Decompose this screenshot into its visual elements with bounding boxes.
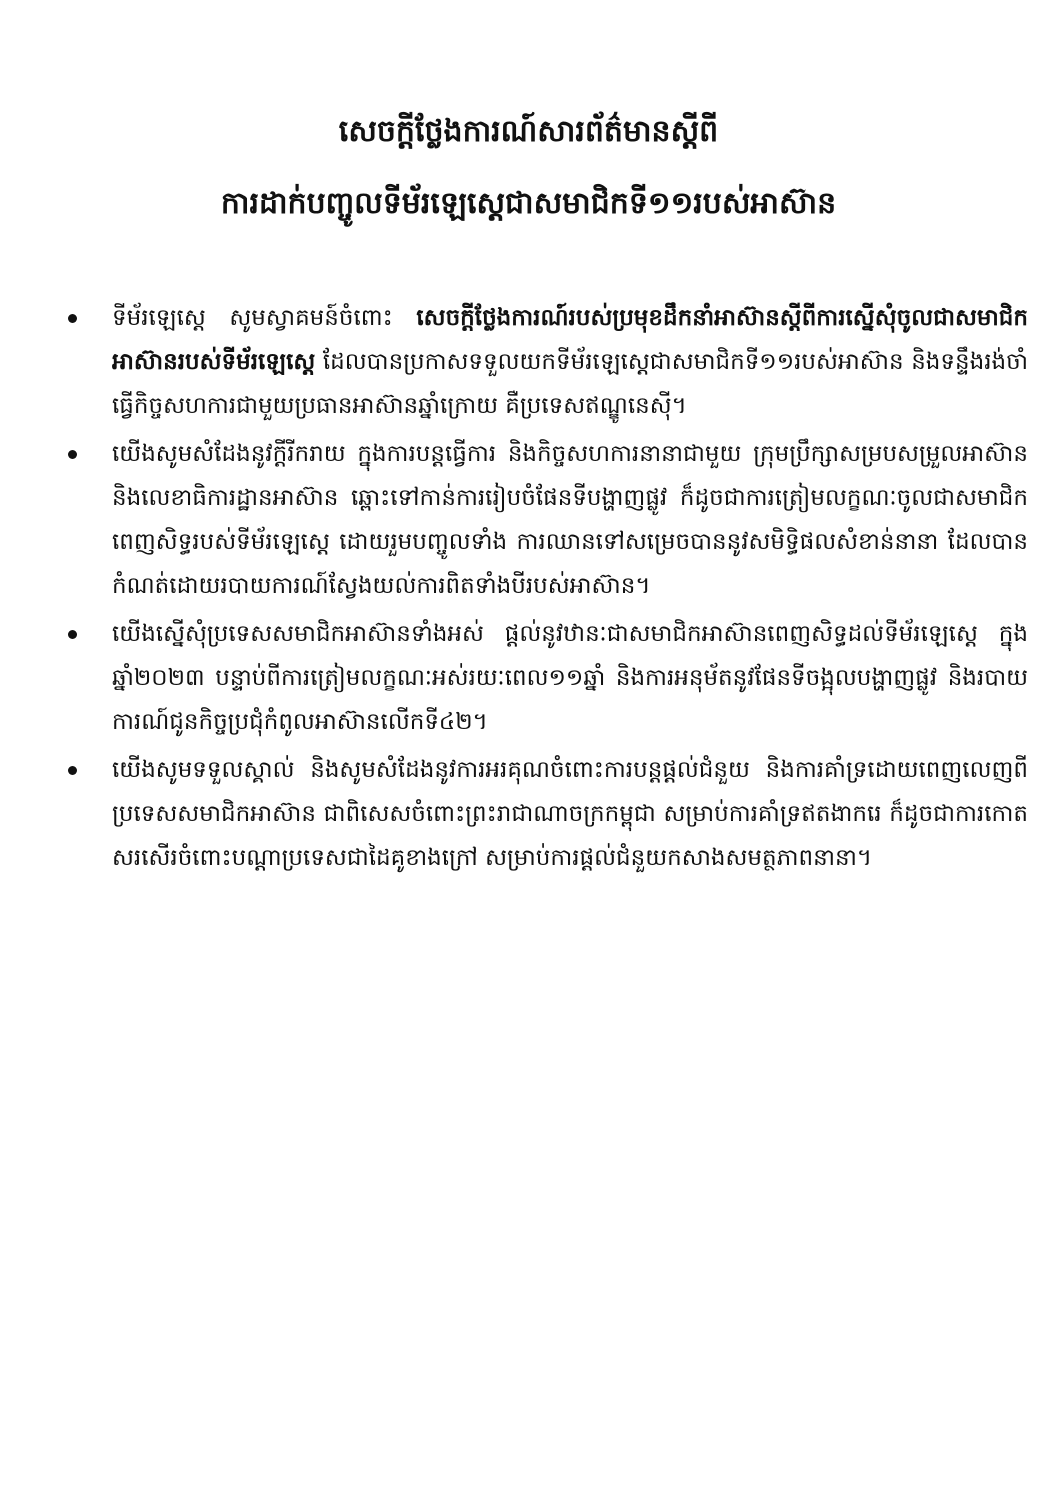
list-item <box>68 432 1028 608</box>
bullet-1-lead: ទីម័រឡេស្តេ សូមស្វាគមន៍ចំពោះ <box>112 305 417 331</box>
list-item <box>68 296 1028 428</box>
document-title <box>60 96 997 240</box>
list-item <box>68 748 1028 880</box>
bullet-dot-icon <box>68 630 77 639</box>
bullet-1-bold-reference: សេចក្ដីថ្លែងការណ៍របស់ប្រមុខដឹកនាំអាស៊ានស្តីពីការស្នើសុំចូលជាសមាជិកអាស៊ានរបស់ទីម័រឡេស្តេ <box>112 305 1028 375</box>
bullet-4-text: យើងសូមទទួលស្គាល់ និងសូមសំដែងនូវការអរគុណចំពោះការបន្តផ្តល់ជំនួយ និងការគាំទ្រដោយពេញលេញពីប្រទេសសមាជិកអាស៊ាន ជាពិសេសចំពោះព្រះរាជាណាចក្រកម្ពុជា សម្រាប់ការគាំទ្រឥតងាករេ ក៏ដូចជាការកោតសរសើរចំពោះបណ្តាប្រទេសជាដៃគូខាងក្រៅ សម្រាប់ការផ្តល់ជំនួយកសាងសមត្ថភាពនានា។ <box>112 757 1028 871</box>
list-item <box>68 612 1028 744</box>
statement-list <box>68 296 1028 884</box>
title-line-2: ការដាក់បញ្ចូលទីម័រឡេស្តេជាសមាជិកទី១១របស់អាស៊ាន <box>220 186 837 221</box>
bullet-dot-icon <box>68 314 77 323</box>
bullet-dot-icon <box>68 450 77 459</box>
bullet-2-text: យើងសូមសំដែងនូវក្តីរីករាយ ក្នុងការបន្តធ្វើការ និងកិច្ចសហការនានាជាមួយ ក្រុមប្រឹក្សាសម្របសម្រួលអាស៊ាន និងលេខាធិការដ្ឋានអាស៊ាន ឆ្ពោះទៅកាន់ការរៀបចំផែនទីបង្ហាញផ្លូវ ក៏ដូចជាការត្រៀមលក្ខណៈចូលជាសមាជិកពេញសិទ្ធរបស់ទីម័រឡេស្តេ ដោយរួមបញ្ចូលទាំង ការឈានទៅសម្រេចបាននូវសមិទ្ធិផលសំខាន់នានា ដែលបានកំណត់ដោយរបាយការណ៍ស្វែងយល់ការពិតទាំងបីរបស់អាស៊ាន។ <box>112 441 1028 599</box>
title-line-1: សេចក្ដីថ្លែងការណ៍សារព័ត៌មានស្ដីពី <box>338 114 719 149</box>
bullet-3-text: យើងស្នើសុំប្រទេសសមាជិកអាស៊ានទាំងអស់ ផ្តល់នូវឋានៈជាសមាជិកអាស៊ានពេញសិទ្ធដល់ទីម័រឡេស្តេ ក្នុងឆ្នាំ២០២៣ បន្ទាប់ពីការត្រៀមលក្ខណៈអស់រយៈពេល១១ឆ្នាំ និងការអនុម័តនូវផែនទីចង្អុលបង្ហាញផ្លូវ និងរបាយការណ៍ជូនកិច្ចប្រជុំកំពូលអាស៊ានលើកទី៤២។ <box>112 621 1028 735</box>
bullet-dot-icon <box>68 766 77 775</box>
bullet-1-rest: ដែលបានប្រកាសទទួលយកទីម័រឡេស្តេជាសមាជិកទី១១របស់អាស៊ាន និងទន្ទឹងរង់ចាំធ្វើកិច្ចសហការជាមួយប្រធានអាស៊ានឆ្នាំក្រោយ គឺប្រទេសឥណ្ឌូនេស៊ី។ <box>112 349 1028 419</box>
